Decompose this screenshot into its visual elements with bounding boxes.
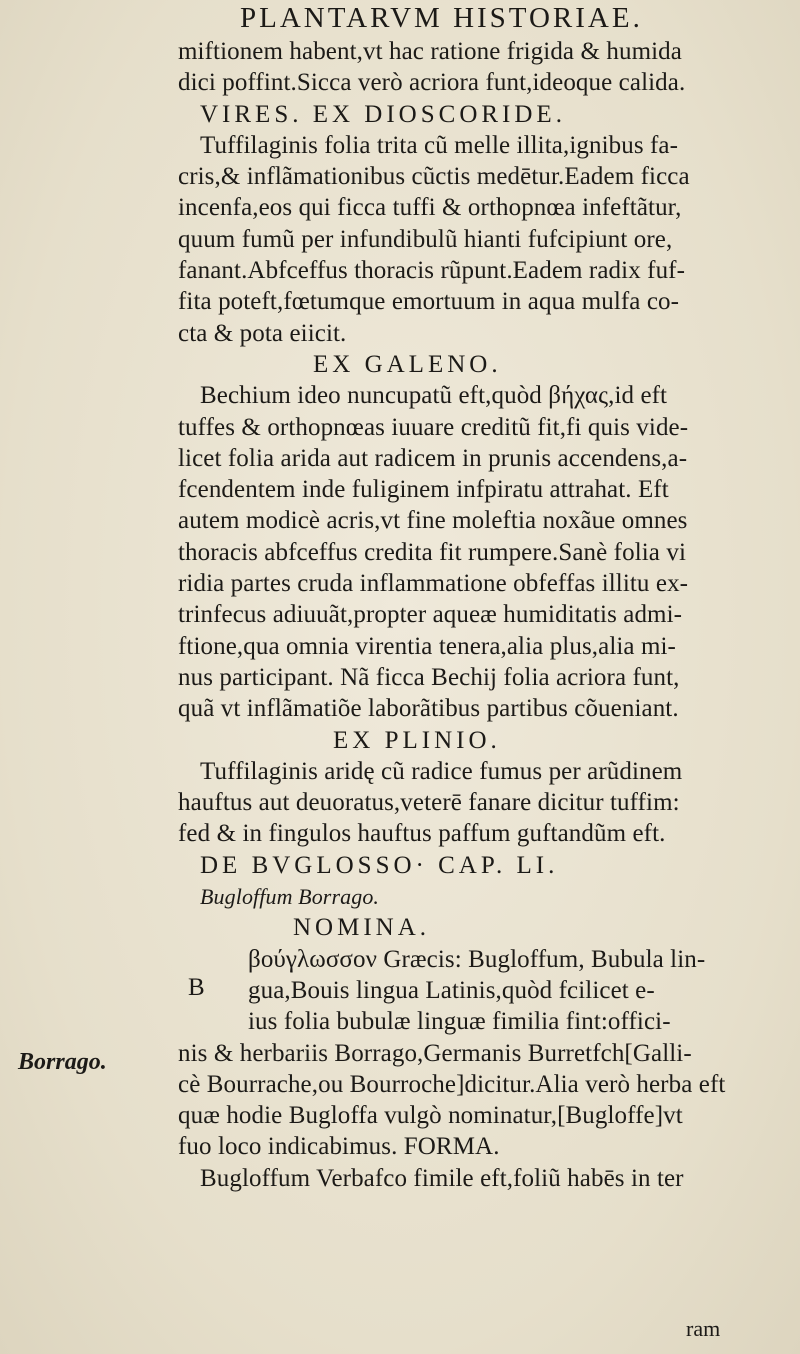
text-line: fanant.Abfceffus thoracis rũpunt.Eadem radix fuf-	[178, 257, 686, 285]
main-text-block	[178, 36, 798, 1194]
text-line: ius folia bubulæ linguæ fimilia fint:offici-	[248, 1008, 671, 1036]
section-heading: EX GALENO.	[313, 350, 502, 378]
text-line: cris,& inflãmationibus cũctis medētur.Eadem ficca	[178, 163, 690, 191]
text-line: Tuffilaginis aridę cũ radice fumus per arũdinem	[200, 757, 683, 785]
text-line: Bechium ideo nuncupatũ eft,quòd βήχας,id eft	[200, 382, 668, 410]
text-line: licet folia arida aut radicem in prunis accendens,a-	[178, 444, 688, 472]
text-line: Tuffilaginis folia trita cũ melle illita,ignibus fa-	[200, 131, 679, 159]
text-line: quã vt inflãmatiõe laborãtibus partibus cõueniant.	[178, 695, 679, 723]
text-line: fuo loco indicabimus. FORMA.	[178, 1133, 500, 1161]
section-heading: EX PLINIO.	[333, 726, 501, 754]
text-line: cta & pota eiicit.	[178, 319, 347, 347]
text-line: Bugloffum Verbafco fimile eft,foliũ habēs in ter	[200, 1164, 684, 1192]
text-line: ftione,qua omnia virentia tenera,alia plus,alia mi-	[178, 632, 676, 660]
drop-initial: B	[188, 974, 205, 1001]
text-line: fed & in fingulos hauftus paffum guftandũm eft.	[178, 820, 666, 848]
text-line: fita poteft,fœtumque emortuum in aqua mulfa co-	[178, 288, 680, 316]
section-heading: VIRES. EX DIOSCORIDE.	[200, 100, 566, 128]
text-line: autem modicè acris,vt fine moleftia noxãue omnes	[178, 507, 688, 535]
section-heading: NOMINA.	[293, 914, 431, 942]
chapter-subtitle: Bugloffum Borrago.	[200, 884, 380, 910]
text-line: gua,Bouis lingua Latinis,quòd fcilicet e-	[248, 976, 655, 1004]
text-line: trinfecus adiuuãt,propter aqueæ humiditatis admi-	[178, 601, 683, 629]
text-line: fcendentem inde fuliginem infpiratu attrahat. Eft	[178, 476, 669, 504]
catchword: ram	[686, 1316, 721, 1341]
chapter-heading: DE BVGLOSSO· CAP. LI.	[200, 851, 559, 879]
text-line: miftionem habent,vt hac ratione frigida & humida	[178, 38, 682, 65]
text-line: hauftus aut deuoratus,veterē fanare dicitur tuffim:	[178, 789, 680, 817]
text-line: incenfa,eos qui ficca tuffi & orthopnœa infeftãtur,	[178, 194, 682, 222]
text-line: tuffes & orthopnœas iuuare creditũ fit,fi quis vide-	[178, 413, 689, 441]
text-line: quæ hodie Bugloffa vulgò nominatur,[Bugloffe]vt	[178, 1102, 683, 1130]
text-line: nus participant. Nã ficca Bechij folia acriora funt,	[178, 663, 680, 691]
marginal-note: Borrago.	[18, 1049, 107, 1075]
running-header: PLANTARVM HISTORIAE.	[240, 2, 643, 34]
text-line: ridia partes cruda inflammatione obfeffas illitu ex-	[178, 570, 689, 598]
text-line: βούγλωσσον Græcis: Bugloffum, Bubula lin-	[248, 945, 706, 973]
text-line: cè Bourrache,ou Bourroche]dicitur.Alia verò herba eft	[178, 1070, 726, 1098]
text-line: dici poffint.Sicca verò acriora funt,ideoque calida.	[178, 69, 686, 97]
text-line: nis & herbariis Borrago,Germanis Burretfch[Galli-	[178, 1039, 692, 1067]
text-line: thoracis abfceffus credita fit rumpere.Sanè folia vi	[178, 538, 686, 566]
text-line: quum fumũ per infundibulũ hianti fufcipiunt ore,	[178, 225, 673, 253]
